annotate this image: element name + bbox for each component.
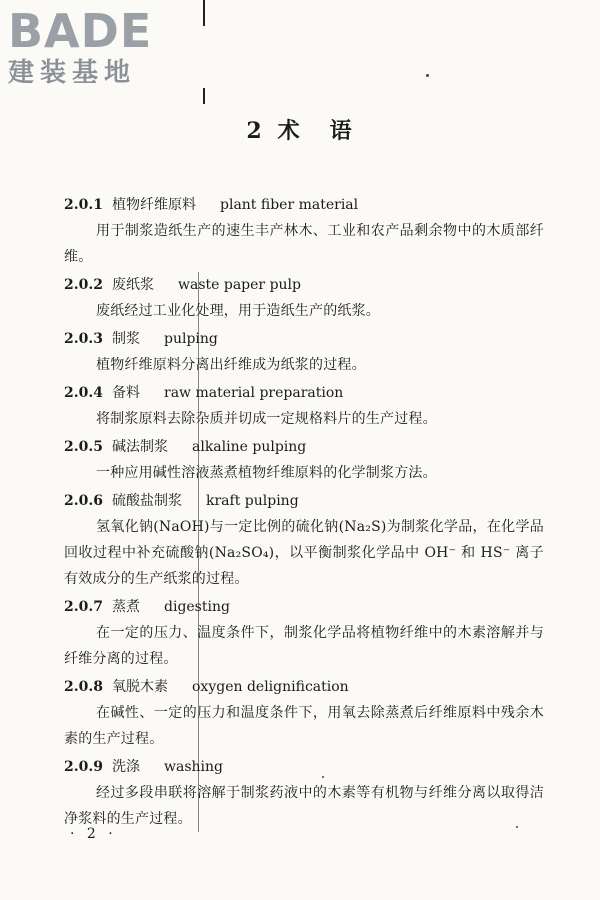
term-number: 2.0.7 [64, 599, 103, 615]
term-english: digesting [164, 599, 230, 615]
term-entry [64, 754, 544, 832]
term-definition: 氢氧化钠(NaOH)与一定比例的硫化钠(Na₂S)为制浆化学品，在化学品回收过程中补充硫酸钠(Na₂SO₄)，以平衡制浆化学品中 OH⁻ 和 HS⁻ 离子有效成分的生产纸浆的过程。 [64, 519, 544, 587]
term-heading [64, 272, 544, 298]
term-english: raw material preparation [164, 385, 344, 401]
term-chinese: 制浆 [112, 331, 140, 347]
chapter-number: 2 [246, 118, 264, 144]
term-english: kraft pulping [206, 493, 299, 509]
term-english: plant fiber material [220, 197, 359, 213]
term-heading [64, 434, 544, 460]
term-definition: 将制浆原料去除杂质并切成一定规格料片的生产过程。 [96, 411, 437, 427]
term-number: 2.0.6 [64, 493, 103, 509]
term-number: 2.0.3 [64, 331, 103, 347]
term-heading [64, 326, 544, 352]
term-chinese: 蒸煮 [112, 599, 140, 615]
term-number: 2.0.1 [64, 197, 103, 213]
term-entry [64, 674, 544, 752]
term-english: washing [164, 759, 223, 775]
scan-line [203, 0, 205, 26]
term-definition: 在碱性、一定的压力和温度条件下，用氧去除蒸煮后纤维原料中残余木素的生产过程。 [64, 705, 544, 747]
terms-list [64, 192, 544, 834]
term-definition: 废纸经过工业化处理，用于造纸生产的纸浆。 [96, 303, 380, 319]
chapter-title [0, 114, 600, 145]
term-number: 2.0.9 [64, 759, 103, 775]
term-heading [64, 674, 544, 700]
scan-line [203, 88, 205, 104]
term-entry [64, 434, 544, 486]
term-number: 2.0.2 [64, 277, 103, 293]
term-heading [64, 594, 544, 620]
term-number: 2.0.4 [64, 385, 103, 401]
term-definition: 经过多段串联将溶解于制浆药液中的木素等有机物与纤维分离以取得洁净浆料的生产过程。 [64, 785, 544, 827]
bade-logo [8, 6, 178, 90]
term-chinese: 氧脱木素 [112, 679, 168, 695]
term-definition: 在一定的压力、温度条件下，制浆化学品将植物纤维中的木素溶解并与纤维分离的过程。 [64, 625, 544, 667]
term-heading [64, 192, 544, 218]
logo-wordmark: BADE [8, 4, 153, 58]
term-english: oxygen delignification [192, 679, 349, 695]
term-entry [64, 380, 544, 432]
chapter-title-char-2: 语 [329, 118, 354, 144]
term-english: pulping [164, 331, 218, 347]
term-chinese: 碱法制浆 [112, 439, 168, 455]
term-chinese: 植物纤维原料 [112, 197, 196, 213]
term-english: waste paper pulp [178, 277, 301, 293]
term-entry [64, 326, 544, 378]
term-entry [64, 594, 544, 672]
term-chinese: 硫酸盐制浆 [112, 493, 182, 509]
scan-speck [426, 74, 429, 77]
chapter-title-char-1: 术 [277, 118, 302, 144]
term-heading [64, 754, 544, 780]
term-number: 2.0.8 [64, 679, 103, 695]
term-entry [64, 192, 544, 270]
term-chinese: 洗涤 [112, 759, 140, 775]
page-number: · 2 · [70, 826, 117, 842]
term-entry [64, 272, 544, 324]
term-heading [64, 380, 544, 406]
term-chinese: 废纸浆 [112, 277, 154, 293]
term-chinese: 备料 [112, 385, 140, 401]
term-heading [64, 488, 544, 514]
term-entry [64, 488, 544, 592]
term-number: 2.0.5 [64, 439, 103, 455]
term-english: alkaline pulping [192, 439, 307, 455]
term-definition: 植物纤维原料分离出纤维成为纸浆的过程。 [96, 357, 366, 373]
term-definition: 用于制浆造纸生产的速生丰产林木、工业和农产品剩余物中的木质部纤维。 [64, 223, 544, 265]
term-definition: 一种应用碱性溶液蒸煮植物纤维原料的化学制浆方法。 [96, 465, 437, 481]
logo-subtitle: 建装基地 [8, 58, 137, 88]
